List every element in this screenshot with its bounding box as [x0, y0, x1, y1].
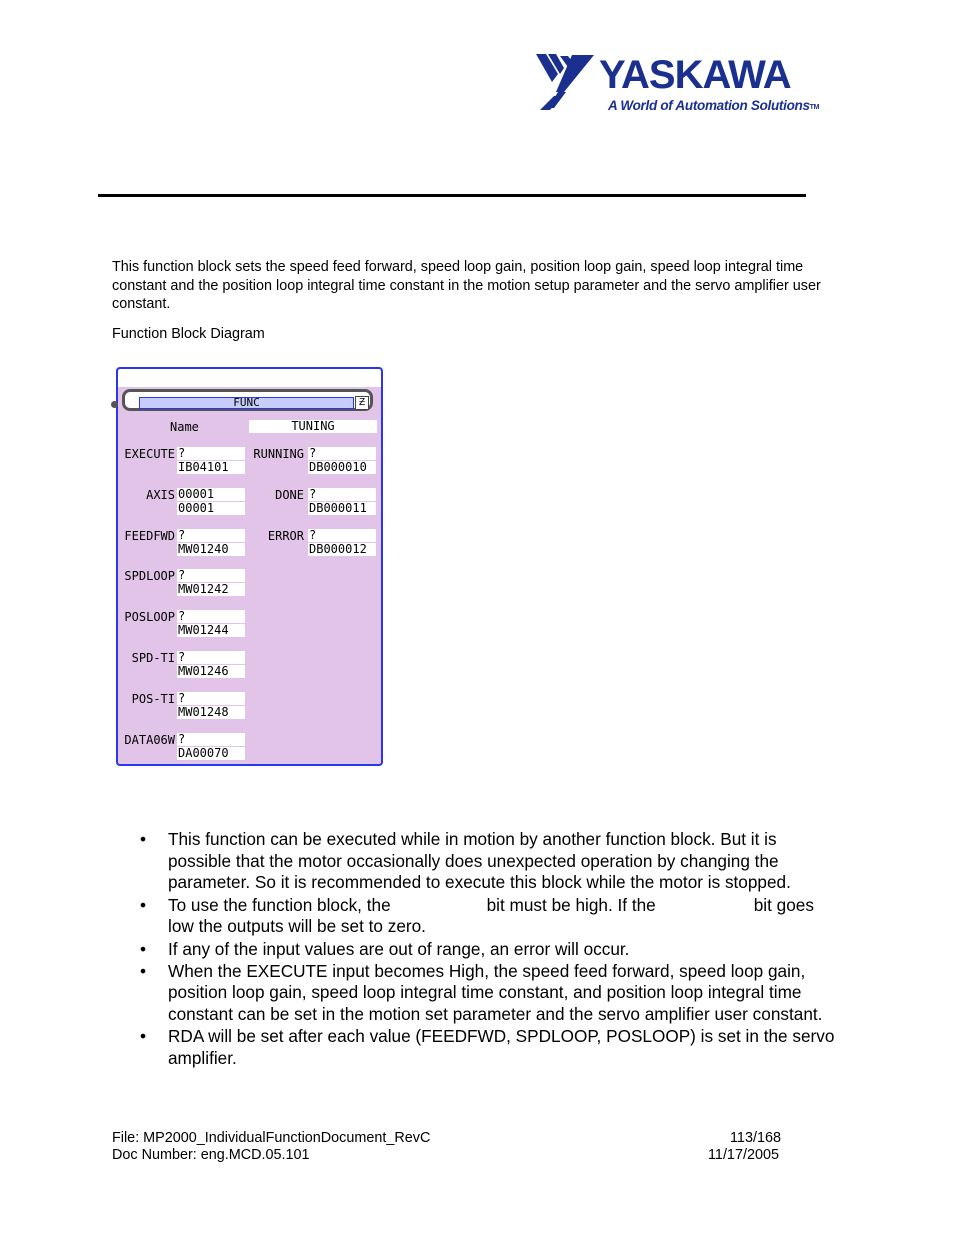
input-label: DATA06W	[124, 732, 175, 747]
list-item: • To use the function block, the bit must be high. If the bit goes low the outputs will be set to zero.	[140, 894, 814, 937]
input-value-field[interactable]: ?	[177, 447, 245, 460]
bullet-icon: •	[140, 960, 147, 981]
input-address-field[interactable]: MW01246	[177, 665, 245, 678]
input-label: AXIS	[146, 487, 175, 502]
output-label: ERROR	[267, 528, 304, 543]
input-label: POS-TI	[131, 691, 175, 706]
input-value-field[interactable]: 00001	[177, 488, 245, 501]
notes-list	[138, 829, 838, 1070]
bullet-icon: •	[140, 938, 147, 959]
yaskawa-logo	[534, 52, 824, 118]
func-title-bar[interactable]	[139, 397, 354, 409]
input-address-field[interactable]: MW01240	[177, 543, 245, 556]
input-value-field[interactable]: ?	[177, 569, 245, 582]
input-address-field[interactable]: IB04101	[177, 461, 245, 474]
name-value[interactable]: TUNING	[249, 420, 377, 433]
footer-date: 11/17/2005	[708, 1147, 779, 1163]
func-menu-button[interactable]: Ƶ	[355, 396, 369, 410]
input-address-field[interactable]: 00001	[177, 502, 245, 515]
input-address-field[interactable]: MW01242	[177, 583, 245, 596]
input-address-field[interactable]: DA00070	[177, 747, 245, 760]
list-item: • RDA will be set after each value (FEEDFWD, SPDLOOP, POSLOOP) is set in the servo amplifier.	[140, 1026, 835, 1069]
output-label: DONE	[275, 487, 304, 502]
input-label: EXECUTE	[124, 447, 175, 461]
function-block-panel	[116, 367, 383, 766]
input-address-field[interactable]: MW01244	[177, 624, 245, 637]
input-label: SPDLOOP	[124, 569, 175, 584]
bullet-icon: •	[140, 894, 147, 915]
footer-page: 113/168	[730, 1130, 781, 1146]
input-label: FEEDFWD	[124, 528, 175, 543]
output-value-field[interactable]: ?	[308, 447, 376, 460]
input-label: POSLOOP	[124, 610, 175, 625]
diagram-caption: Function Block Diagram	[112, 326, 265, 342]
header-rule	[98, 194, 806, 197]
output-address-field[interactable]: DB000011	[308, 502, 376, 515]
logo-wordmark: YASKAWA	[599, 53, 791, 97]
logo-tagline: A World of Automation Solutions™	[608, 98, 820, 113]
input-value-field[interactable]: ?	[177, 610, 245, 623]
panel-top-strip	[118, 369, 381, 387]
list-item: • When the EXECUTE input becomes High, the speed feed forward, speed loop gain, position loop gain, speed loop integral time constant, and position loop integral time constant can be set in the motion set parameter and the servo amplifier user constant.	[140, 960, 823, 1025]
list-item: • If any of the input values are out of range, an error will occur.	[140, 938, 630, 959]
output-address-field[interactable]: DB000010	[308, 461, 376, 474]
input-value-field[interactable]: ?	[177, 651, 245, 664]
list-item: • This function can be executed while in motion by another function block. But it is possible that the motor occasionally does unexpected operation by changing the parameter. So it is recommended to execute this block while the motor is stopped.	[140, 829, 791, 893]
name-label: Name	[170, 420, 199, 434]
output-value-field[interactable]: ?	[308, 529, 376, 542]
input-value-field[interactable]: ?	[177, 692, 245, 705]
output-address-field[interactable]: DB000012	[308, 543, 376, 556]
input-value-field[interactable]: ?	[177, 733, 245, 746]
yaskawa-emblem-icon	[534, 52, 600, 110]
input-label: SPD-TI	[131, 651, 175, 665]
intro-paragraph: This function block sets the speed feed forward, speed loop gain, position loop gain, speed loop integral time constant and the position loop integral time constant in the motion setup parameter and the servo amplifier user constant.	[112, 259, 821, 312]
trademark-mark: TM	[809, 104, 820, 111]
footer-file: File: MP2000_IndividualFunctionDocument_RevC	[112, 1130, 431, 1146]
func-title: FUNC	[233, 396, 260, 409]
connection-node	[111, 401, 118, 408]
input-address-field[interactable]: MW01248	[177, 706, 245, 719]
output-label: RUNNING	[253, 447, 304, 461]
bullet-icon: •	[140, 829, 147, 849]
bullet-icon: •	[140, 1026, 147, 1047]
footer-doc-number: Doc Number: eng.MCD.05.101	[112, 1147, 310, 1163]
output-value-field[interactable]: ?	[308, 488, 376, 501]
input-value-field[interactable]: ?	[177, 529, 245, 542]
